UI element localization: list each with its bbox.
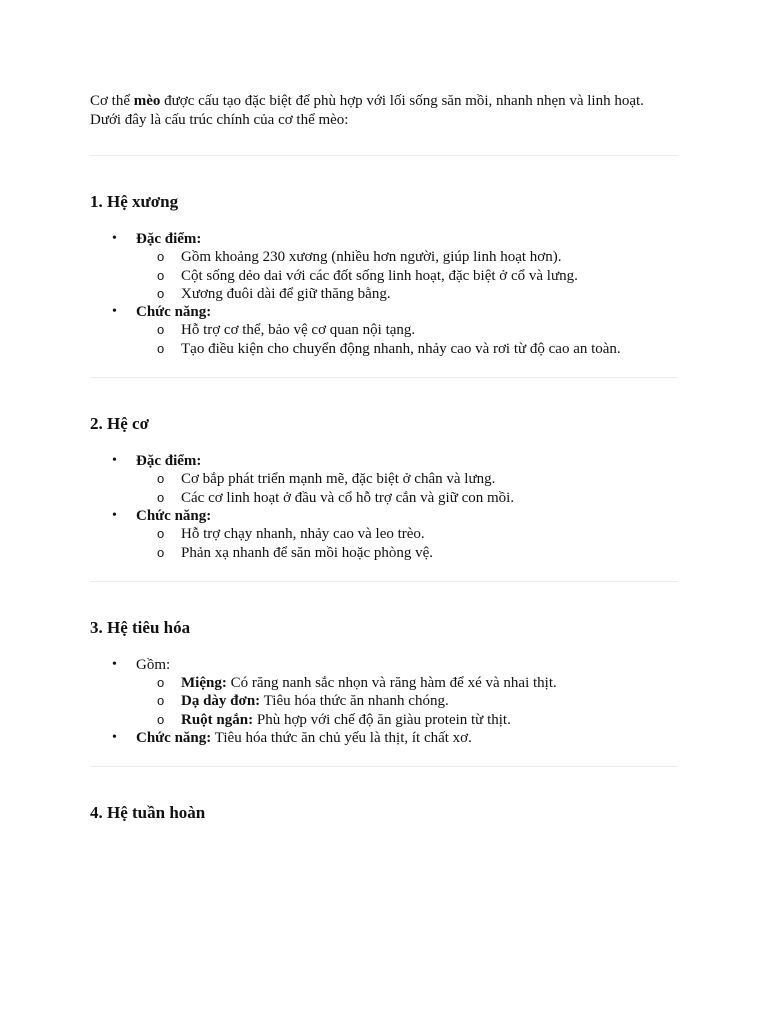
section-heading: 3. Hệ tiêu hóa xyxy=(90,617,191,637)
section-heading: 2. Hệ cơ xyxy=(90,414,149,434)
list-item xyxy=(90,729,678,747)
list-item xyxy=(90,303,678,358)
list-item-text: Tiêu hóa thức ăn chủ yếu là thịt, ít chất xơ. xyxy=(211,730,472,747)
sub-item-text: Xương đuôi dài để giữ thăng bằng. xyxy=(181,285,391,302)
section-4 xyxy=(90,767,678,823)
circle-bullet-icon: o xyxy=(157,471,165,487)
sub-item-text: Cơ bắp phát triển mạnh mẽ, đặc biệt ở chân và lưng. xyxy=(181,471,496,488)
sub-list-item xyxy=(90,692,678,710)
list-item-label: Chức năng: xyxy=(136,304,212,321)
circle-bullet-icon: o xyxy=(157,526,165,542)
section-heading: 4. Hệ tuần hoàn xyxy=(90,803,206,823)
circle-bullet-icon: o xyxy=(157,249,165,265)
intro-text-pre: Cơ thể xyxy=(90,93,134,109)
sub-item-text: Gồm khoảng 230 xương (nhiều hơn người, giúp linh hoạt hơn). xyxy=(181,249,562,266)
sub-list xyxy=(136,525,678,562)
sub-list-item xyxy=(90,321,678,339)
sub-list-item xyxy=(90,340,678,358)
document-body xyxy=(90,92,678,823)
bullet-list xyxy=(90,452,678,562)
list-item-label: Chức năng: xyxy=(136,507,212,524)
sub-list-item xyxy=(90,711,678,729)
sub-item-text: Tiêu hóa thức ăn nhanh chóng. xyxy=(260,693,449,710)
intro-text-post: được cấu tạo đặc biệt để phù hợp với lối sống săn mồi, nhanh nhẹn và linh hoạt. Dưới đây là cấu trúc chính của cơ thể mèo: xyxy=(90,93,644,128)
intro-paragraph xyxy=(90,92,678,129)
sub-list xyxy=(136,470,678,507)
bullet-list xyxy=(90,656,678,747)
list-item xyxy=(90,452,678,507)
circle-bullet-icon: o xyxy=(157,267,165,283)
sub-item-label: Ruột ngắn: xyxy=(181,711,254,728)
circle-bullet-icon: o xyxy=(157,489,165,505)
sub-list-item xyxy=(90,285,678,303)
list-item xyxy=(90,230,678,303)
sub-item-text: Hỗ trợ chạy nhanh, nhảy cao và leo trèo. xyxy=(181,526,425,543)
sub-list-item xyxy=(90,489,678,507)
list-item xyxy=(90,507,678,562)
sub-item-text: Có răng nanh sắc nhọn và răng hàm để xé và nhai thịt. xyxy=(226,675,557,692)
sub-list-item xyxy=(90,248,678,266)
list-item xyxy=(90,656,678,729)
sub-list-item xyxy=(90,544,678,562)
sub-list-item xyxy=(90,525,678,543)
bullet-list xyxy=(90,230,678,358)
sub-item-text: Phù hợp với chế độ ăn giàu protein từ thịt. xyxy=(253,711,511,728)
sub-item-text: Hỗ trợ cơ thể, bảo vệ cơ quan nội tạng. xyxy=(181,322,416,339)
circle-bullet-icon: o xyxy=(157,544,165,560)
section-1 xyxy=(90,156,678,378)
section-2 xyxy=(90,378,678,582)
sub-item-label: Dạ dày đơn: xyxy=(181,693,261,710)
sub-item-text: Phản xạ nhanh để săn mồi hoặc phòng vệ. xyxy=(181,544,434,561)
circle-bullet-icon: o xyxy=(157,693,165,709)
sub-list xyxy=(136,321,678,358)
section-heading: 1. Hệ xương xyxy=(90,192,179,211)
circle-bullet-icon: o xyxy=(157,711,165,727)
sub-item-text: Các cơ linh hoạt ở đầu và cổ hỗ trợ cắn và giữ con mồi. xyxy=(181,489,515,506)
sub-item-text: Tạo điều kiện cho chuyển động nhanh, nhảy cao và rơi từ độ cao an toàn. xyxy=(181,340,621,357)
list-item-label: Chức năng: xyxy=(136,730,212,747)
sub-list xyxy=(136,248,678,303)
sub-list-item xyxy=(90,674,678,692)
list-item-text: Gồm: xyxy=(136,656,171,673)
sub-list xyxy=(136,674,678,729)
circle-bullet-icon: o xyxy=(157,675,165,691)
circle-bullet-icon: o xyxy=(157,285,165,301)
list-item-label: Đặc điểm: xyxy=(136,453,202,470)
section-3 xyxy=(90,582,678,767)
sections-container xyxy=(90,156,678,823)
list-item-label: Đặc điểm: xyxy=(136,231,202,247)
circle-bullet-icon: o xyxy=(157,340,165,356)
sub-list-item xyxy=(90,470,678,488)
intro-bold-word: mèo xyxy=(133,93,161,109)
sub-item-label: Miệng: xyxy=(181,675,227,692)
sub-item-text: Cột sống dẻo dai với các đốt sống linh hoạt, đặc biệt ở cổ và lưng. xyxy=(181,267,578,284)
circle-bullet-icon: o xyxy=(157,322,165,338)
sub-list-item xyxy=(90,267,678,285)
